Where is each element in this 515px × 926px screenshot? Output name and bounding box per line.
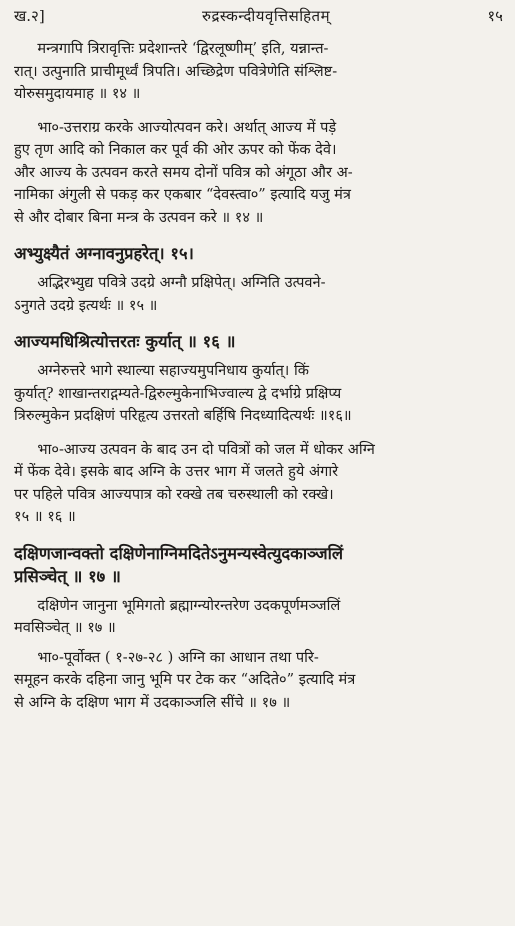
sutra-line: आज्यमधिश्रित्योत्तरतः कुर्यात् ॥ १६ ॥ xyxy=(14,332,236,351)
section-marker: ख.२] xyxy=(14,7,45,25)
text-line: १५ ॥ १६ ॥ xyxy=(14,508,76,525)
commentary-16 xyxy=(14,360,503,428)
text-line: योरुसमुदायमाह ॥ १४ ॥ xyxy=(14,85,141,102)
text-line: समूहन करके दहिना जानु भूमि पर टेक कर “अदिते०” इत्यादि मंत्र xyxy=(14,671,356,688)
text-line: हुए तृण आदि को निकाल कर पूर्व की ओर ऊपर को फेंक देवे। xyxy=(14,141,337,158)
sutra-15 xyxy=(14,242,503,265)
text-line: मवसिञ्चेत् ॥ १७ ॥ xyxy=(14,619,116,636)
hindi-commentary-14 xyxy=(14,117,503,230)
sutra-line: प्रसिञ्चेत् ॥ १७ ॥ xyxy=(14,566,121,586)
sutra-line: अभ्युक्ष्यैतं अग्नावनुप्रहरेत्। १५। xyxy=(14,244,194,263)
text-line: रात्। उत्पुनाति प्राचीमूर्ध्वं त्रिपति। अच्छिद्रेण पवित्रेणेति संश्लिष्ट- xyxy=(14,62,338,80)
text-line: ऽनुगते उदग्रे इत्यर्थः ॥ १५ ॥ xyxy=(14,296,158,314)
text-line: और आज्य के उत्पवन करते समय दोनों पवित्र को अंगूठा और अ- xyxy=(14,163,353,181)
text-line: नामिका अंगुली से पकड़ कर एकबार “देवस्त्वा०” इत्यादि यजु मंत्र xyxy=(14,186,351,203)
text-line: अग्नेरुत्तरे भागे स्थाल्या सहाज्यमुपनिधाय कुर्यात्। किं xyxy=(37,362,309,379)
text-line: भा०-उत्तराग्र करके आज्योत्पवन करे। अर्थात् आज्य में पड़े xyxy=(37,118,337,136)
text-line: त्रिरुल्मुकेन प्रदक्षिणं परिहृत्य उत्तरतो बर्हिषि निदध्यादित्यर्थः ॥१६॥ xyxy=(14,407,352,424)
text-line: दक्षिणेन जानुना भूमिगतो ब्रह्माग्न्योरन्तरेण उदकपूर्णमञ्जलिं xyxy=(37,596,341,614)
hindi-commentary-17 xyxy=(14,647,503,715)
commentary-14 xyxy=(14,38,503,106)
hindi-commentary-15-16 xyxy=(14,439,503,529)
text-line: में फेंक देवे। इसके बाद अग्नि के उत्तर भाग में जलते हुये अंगारे xyxy=(14,463,339,480)
text-line: मन्त्रगापि त्रिरावृत्तिः प्रदेशान्तरे ‘द्विरलूष्णीम्’ इति, यन्नान्त- xyxy=(37,40,329,57)
sutra-line: दक्षिणजान्वक्तो दक्षिणेनाग्निमदितेऽनुमन्यस्वेत्युदकाञ्जलिं xyxy=(14,543,344,563)
page-header xyxy=(14,6,503,28)
text-line: भा०-पूर्वोक्त ( १-२७-२८ ) अग्नि का आधान तथा परि- xyxy=(37,648,319,666)
text-line: से अग्नि के दक्षिण भाग में उदकाञ्जलि सींचे ॥ १७ ॥ xyxy=(14,693,291,711)
commentary-17 xyxy=(14,595,503,640)
sutra-16 xyxy=(14,330,503,353)
text-line: अद्भिरभ्युद्य पवित्रे उदग्रे अग्नौ प्रक्षिपेत्। अग्निति उत्पवने- xyxy=(37,274,326,291)
commentary-15 xyxy=(14,272,503,317)
text-line: पर पहिले पवित्र आज्यपात्र को रक्खे तब चरुस्थाली को रक्खे। xyxy=(14,485,334,503)
running-title: रुद्रस्कन्दीयवृत्तिसहितम् xyxy=(202,7,331,25)
text-line: कुर्यात्? शाखान्तराद्गम्यते-द्विरुल्मुकेनाभिज्वाल्य द्वे दर्भाग्रे प्रक्षिप्य xyxy=(14,384,342,402)
page-number: १५ xyxy=(487,7,503,25)
sutra-17 xyxy=(14,542,503,588)
text-line: से और दोबार बिना मन्त्र के उत्पवन करे ॥ १४ ॥ xyxy=(14,208,264,226)
text-line: भा०-आज्य उत्पवन के बाद उन दो पवित्रों को जल में धोकर अग्नि xyxy=(37,440,375,458)
